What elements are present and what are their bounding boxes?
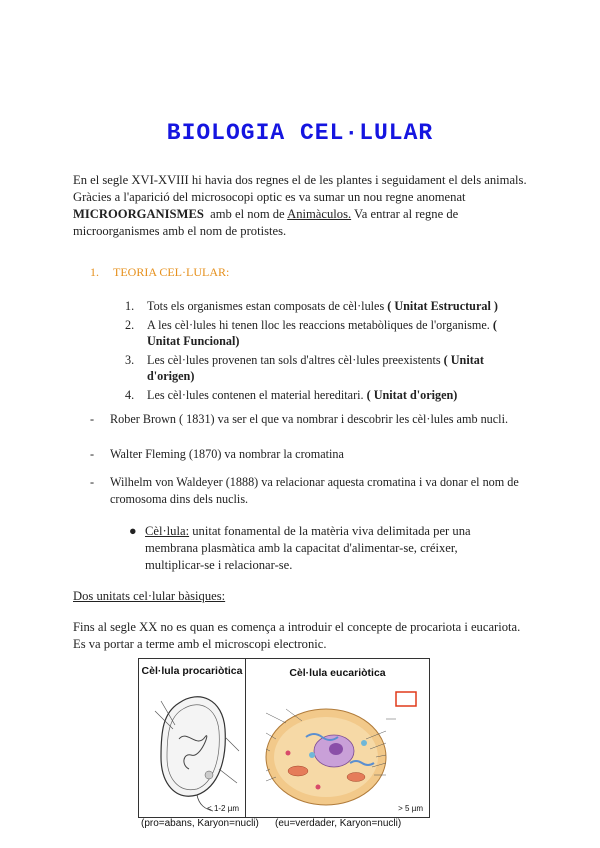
item-text: A les cèl·lules hi tenen lloc les reaccions metabòliques de l'organisme. ( Unitat Funcional) xyxy=(147,318,497,348)
theory-list xyxy=(125,298,525,406)
intro-line-3 xyxy=(73,206,533,223)
definition-bullet xyxy=(129,523,509,574)
eukaryote-illustration xyxy=(246,659,429,817)
list-item xyxy=(125,352,525,384)
prokaryote-title: Cèl·lula procariòtica xyxy=(141,665,243,677)
item-number: 1. xyxy=(125,299,135,313)
page-title: BIOLOGIA CEL·LULAR xyxy=(166,120,434,146)
item-text: Les cèl·lules contenen el material hereditari. ( Unitat d'origen) xyxy=(147,388,458,402)
list-item xyxy=(125,317,525,349)
intro-line-2: Gràcies a l'aparició del microsocopi optic es va sumar un nou regne anomenat xyxy=(73,190,466,204)
list-item xyxy=(125,298,525,314)
cell-figure xyxy=(138,658,430,818)
eukaryote-scale: > 5 µm xyxy=(398,804,423,813)
history-text: Rober Brown ( 1831) va ser el que va nombrar i descobrir les cèl·lules amb nucli. xyxy=(110,412,509,426)
subheading: Dos unitats cel·lular bàsiques: xyxy=(73,589,226,603)
history-text: Walter Fleming (1870) va nombrar la cromatina xyxy=(110,447,344,461)
item-number: 4. xyxy=(125,388,135,402)
prokaryote-illustration xyxy=(139,659,245,817)
bold-term: MICROORGANISMES xyxy=(73,207,204,221)
eukaryote-panel xyxy=(246,659,429,817)
item-number: 2. xyxy=(125,318,135,332)
intro-line-4: microorganismes amb el nom de protistes. xyxy=(73,224,287,238)
section-title: TEORIA CEL·LULAR: xyxy=(113,265,230,279)
eukaryote-caption: (eu=verdader, Karyon=nucli) xyxy=(275,818,402,829)
section-heading xyxy=(90,265,243,280)
definition-term: Cèl·lula: xyxy=(145,524,190,538)
definition-text: Cèl·lula: unitat fonamental de la matèria viva delimitada per una membrana plasmàtica amb la capacitat d'alimentar-se, créixer, multiplicar-se i relacionar-se. xyxy=(145,524,471,572)
prokaryote-scale: < 1-2 µm xyxy=(207,804,239,813)
item-text: Les cèl·lules provenen tan sols d'altres cèl·lules preexistents ( Unitat d'origen) xyxy=(147,353,484,383)
prokaryote-caption: (pro=abans, Karyon=nucli) xyxy=(141,818,259,829)
intro-line-1: En el segle XVI-XVIII hi havia dos regnes el de les plantes i seguidament el dels animals. xyxy=(73,173,527,187)
list-item xyxy=(125,387,525,403)
history-text: Wilhelm von Waldeyer (1888) va relacionar aquesta cromatina i va donar el nom de cromosoma dins dels nuclis. xyxy=(110,475,519,506)
bullet-marker: ● xyxy=(129,524,137,538)
item-number: 3. xyxy=(125,353,135,367)
intro-mid: amb el nom de xyxy=(203,207,288,221)
section-number: 1. xyxy=(90,265,99,279)
history-item: - Walter Fleming (1870) va nombrar la cromatina xyxy=(90,447,344,461)
history-item: - Rober Brown ( 1831) va ser el que va nombrar i descobrir les cèl·lules amb nucli. xyxy=(90,412,509,426)
prokaryote-panel xyxy=(139,659,246,817)
intro-rest: Va entrar al regne de xyxy=(351,207,459,221)
history-item: - Wilhelm von Waldeyer (1888) va relacionar aquesta cromatina i va donar el nom de cromosoma dins dels nuclis. xyxy=(90,475,519,506)
paragraph-2: Fins al segle XX no es quan es comença a introduir el concepte de procariota i eucariota. Es va portar a terme amb el microscopi electronic. xyxy=(73,620,521,651)
eukaryote-title: Cèl·lula eucariòtica xyxy=(289,667,386,679)
intro-paragraph xyxy=(73,172,533,240)
item-text: Tots els organismes estan composats de cèl·lules ( Unitat Estructural ) xyxy=(147,299,498,313)
underlined-term: Animàculos. xyxy=(287,207,352,221)
